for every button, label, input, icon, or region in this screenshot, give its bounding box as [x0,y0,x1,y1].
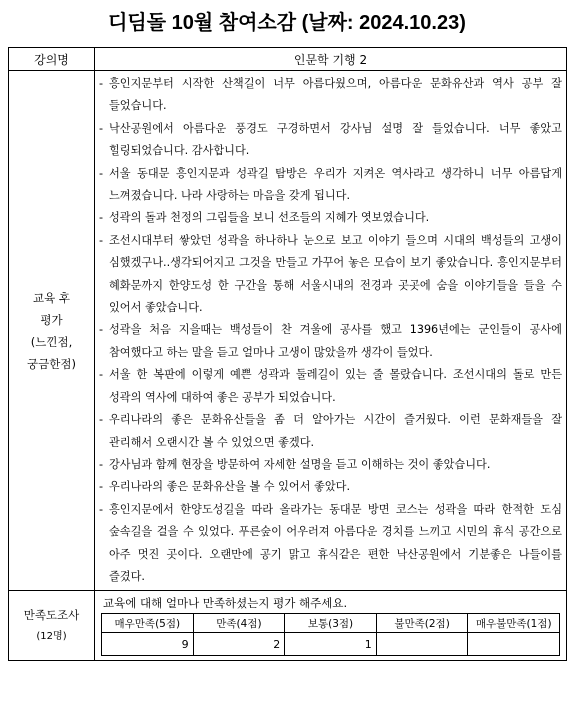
feedback-row [9,71,567,591]
satisfaction-label [9,591,95,661]
feedback-item: - 우리나라의 좋은 문화유산들을 좀 더 알아가는 시간이 즐거웠다. 이런 문화재들을 잘 관리해서 오랜시간 볼 수 있었으면 좋겠다. [99,409,562,454]
satisfaction-table [101,613,560,656]
value-cell: 9 [102,633,194,656]
feedback-item: - 성곽을 처음 지을때는 백성들이 찬 겨울에 공사를 했고 1396년에는 군인들이 공사에 참여했다고 하는 말을 듣고 얼마나 고생이 많았을까 생각이 들었다. [99,319,562,364]
satisfaction-title: 만족도조사 [23,607,80,622]
page-title: 디딤돌 10월 참여소감 (날짜: 2024.10.23) [108,12,466,34]
course-label: 강의명 [9,48,95,71]
feedback-label-line: (느낀점, [30,334,73,349]
feedback-label-line: 궁금한점) [27,356,76,371]
satisfaction-content [95,591,567,661]
satisfaction-row [9,591,567,661]
feedback-label [9,71,95,591]
feedback-item: - 우리나라의 좋은 문화유산을 볼 수 있어서 좋았다. [99,476,562,498]
satisfaction-question: 교육에 대해 얼마나 만족하셨는지 평가 해주세요. [103,596,348,611]
feedback-item: - 낙산공원에서 아름다운 풍경도 구경하면서 강사님 설명 잘 들었습니다. 너무 좋았고 힐링되었습니다. 감사합니다. [99,118,562,163]
feedback-item: - 흥인지문부터 시작한 산책길이 너무 아름다웠으며, 아름다운 문화유산과 역사 공부 잘 들었습니다. [99,73,562,118]
feedback-item: - 흥인지문에서 한양도성길을 따라 올라가는 동대문 방면 코스는 성곽을 따라 한적한 도심 숲속길을 걸을 수 있었다. 푸른숲이 어우러져 아름다운 경치를 느끼고 시민의 휴식 공간으로 아주 멋진 곳이다. 오랜만에 공기 맑고 휴식같은 편한 낙산공원에서 기분좋은 나들이를 즐겼다. [99,499,562,589]
satisfaction-values-row [102,633,560,656]
satisfaction-header-row [102,614,560,633]
feedback-item: - 강사님과 함께 현장을 방문하여 자세한 설명을 듣고 이해하는 것이 좋았습니다. [99,454,562,476]
value-cell [376,633,468,656]
column-header: 매우만족(5점) [102,614,194,633]
respondent-count: (12명) [36,630,67,642]
column-header: 불만족(2점) [376,614,468,633]
course-row [9,48,567,71]
feedback-item: - 서울 동대문 흥인지문과 성곽길 탐방은 우리가 지켜온 역사라고 생각하니 너무 아름답게 느껴졌습니다. 나라 사랑하는 마음을 갖게 됩니다. [99,163,562,208]
feedback-item: - 성곽의 돌과 천정의 그림들을 보니 선조들의 지혜가 엿보였습니다. [99,207,562,229]
value-cell: 2 [193,633,285,656]
column-header: 만족(4점) [193,614,285,633]
feedback-item: - 조선시대부터 쌓았던 성곽을 하나하나 눈으로 보고 이야기 들으며 시대의 백성들의 고생이 심했겠구나..생각되어지고 그것을 만들고 가꾸어 놓은 모습이 보기 좋았습니다. 흥인지문부터 혜화문까지 한양도성 한 구간을 통해 서울시내의 전경과 곳곳에 숨을 이야기들을 들을 수 있어서 좋았습니다. [99,230,562,320]
feedback-content [95,71,567,591]
feedback-item: - 서울 한 복판에 이렇게 예쁜 성곽과 둘레길이 있는 줄 몰랐습니다. 조선시대의 돌로 만든 성곽의 역사에 대하여 좋은 공부가 되었습니다. [99,364,562,409]
feedback-label-line: 평가 [40,312,63,327]
value-cell: 1 [285,633,377,656]
course-name: 인문학 기행 2 [95,48,567,71]
evaluation-table [8,47,567,661]
value-cell [468,633,560,656]
feedback-label-line: 교육 후 [33,290,70,305]
column-header: 매우불만족(1점) [468,614,560,633]
column-header: 보통(3점) [285,614,377,633]
feedback-list [99,73,562,588]
